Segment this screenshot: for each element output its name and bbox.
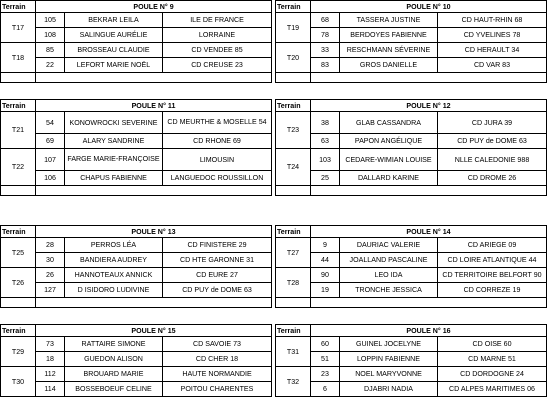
player-number: 9	[311, 238, 340, 253]
player-name: BANDIERA AUDREY	[65, 253, 163, 268]
terrain-cell: T32	[276, 367, 311, 397]
player-club: HAUTE NORMANDIE	[163, 367, 272, 382]
spacer-cell	[276, 186, 311, 196]
player-number: 103	[311, 149, 340, 171]
poule-16	[275, 324, 546, 397]
player-name: CHAPUS FABIENNE	[65, 171, 163, 186]
terrain-header: Terrain	[276, 1, 311, 13]
player-name: RESCHMANN SÉVERINE	[340, 43, 438, 58]
terrain-header: Terrain	[1, 226, 36, 238]
player-name: JOALLAND PASCALINE	[340, 253, 438, 268]
player-club: CD LOIRE ATLANTIQUE 44	[438, 253, 547, 268]
spacer-cell	[276, 73, 311, 83]
player-number: 107	[36, 149, 65, 171]
poule-table	[275, 0, 547, 83]
terrain-header: Terrain	[1, 1, 36, 13]
player-name: LEO IDA	[340, 268, 438, 283]
player-number: 38	[311, 112, 340, 134]
player-number: 83	[311, 58, 340, 73]
spacer-cell	[36, 186, 272, 196]
player-club: CD HAUT-RHIN 68	[438, 13, 547, 28]
terrain-cell: T24	[276, 149, 311, 186]
poule-title: POULE N° 14	[311, 226, 547, 238]
terrain-cell: T26	[1, 268, 36, 298]
player-club: CD JURA 39	[438, 112, 547, 134]
player-name: PAPON ANGÉLIQUE	[340, 134, 438, 149]
player-club: CD OISE 60	[438, 337, 547, 352]
player-club: CD ALPES MARITIMES 06	[438, 382, 547, 397]
spacer-cell	[36, 298, 272, 308]
player-club: CD MARNE 51	[438, 352, 547, 367]
player-name: CEDARE-WIMIAN LOUISE	[340, 149, 438, 171]
poule-11	[0, 99, 271, 196]
terrain-cell: T21	[1, 112, 36, 149]
player-club: POITOU CHARENTES	[163, 382, 272, 397]
player-club: CD CREUSE 23	[163, 58, 272, 73]
player-club: CD DORDOGNE 24	[438, 367, 547, 382]
player-number: 60	[311, 337, 340, 352]
spacer-cell	[311, 298, 547, 308]
player-club: CD CORREZE 19	[438, 283, 547, 298]
poule-title: POULE N° 10	[311, 1, 547, 13]
player-number: 25	[311, 171, 340, 186]
poule-title: POULE N° 13	[36, 226, 272, 238]
player-club: LIMOUSIN	[163, 149, 272, 171]
poule-title: POULE N° 12	[311, 100, 547, 112]
player-number: 108	[36, 28, 65, 43]
poule-12	[275, 99, 546, 196]
player-number: 6	[311, 382, 340, 397]
player-name: RATTAIRE SIMONE	[65, 337, 163, 352]
player-number: 30	[36, 253, 65, 268]
player-number: 26	[36, 268, 65, 283]
player-name: GLAB CASSANDRA	[340, 112, 438, 134]
poule-table	[0, 324, 272, 397]
player-club: CD PUY de DOME 63	[163, 283, 272, 298]
terrain-cell: T27	[276, 238, 311, 268]
player-club: CD FINISTERE 29	[163, 238, 272, 253]
player-name: ALARY SANDRINE	[65, 134, 163, 149]
player-name: TASSERA JUSTINE	[340, 13, 438, 28]
player-number: 78	[311, 28, 340, 43]
poule-table	[275, 324, 547, 397]
player-name: LOPPIN FABIENNE	[340, 352, 438, 367]
player-number: 105	[36, 13, 65, 28]
player-club: CD RHONE 69	[163, 134, 272, 149]
player-name: DJABRI NADIA	[340, 382, 438, 397]
player-club: CD HERAULT 34	[438, 43, 547, 58]
spacer-cell	[1, 298, 36, 308]
poule-10	[275, 0, 546, 83]
player-name: FARGE MARIE-FRANÇOISE	[65, 149, 163, 171]
player-club: CD EURE 27	[163, 268, 272, 283]
player-club: CD MEURTHE & MOSELLE 54	[163, 112, 272, 134]
poule-table	[0, 0, 272, 83]
terrain-cell: T31	[276, 337, 311, 367]
player-number: 33	[311, 43, 340, 58]
player-number: 44	[311, 253, 340, 268]
player-name: KONOWROCKI SEVERINE	[65, 112, 163, 134]
player-number: 112	[36, 367, 65, 382]
player-club: CD HTE GARONNE 31	[163, 253, 272, 268]
player-name: BEKRAR LEILA	[65, 13, 163, 28]
terrain-cell: T18	[1, 43, 36, 73]
poule-table	[0, 99, 272, 196]
terrain-header: Terrain	[1, 325, 36, 337]
terrain-header: Terrain	[276, 226, 311, 238]
player-number: 22	[36, 58, 65, 73]
player-club: LANGUEDOC ROUSSILLON	[163, 171, 272, 186]
player-club: NLLE CALEDONIE 988	[438, 149, 547, 171]
player-name: BROUARD MARIE	[65, 367, 163, 382]
poule-14	[275, 225, 546, 308]
player-club: CD YVELINES 78	[438, 28, 547, 43]
player-club: CD CHER 18	[163, 352, 272, 367]
player-name: PERROS LÉA	[65, 238, 163, 253]
poule-table	[0, 225, 272, 308]
terrain-cell: T28	[276, 268, 311, 298]
player-name: GUEDON ALISON	[65, 352, 163, 367]
player-number: 23	[311, 367, 340, 382]
terrain-cell: T17	[1, 13, 36, 43]
poule-table	[275, 225, 547, 308]
terrain-cell: T29	[1, 337, 36, 367]
poule-title: POULE N° 9	[36, 1, 272, 13]
player-name: BROSSEAU CLAUDIE	[65, 43, 163, 58]
poule-table	[275, 99, 547, 196]
terrain-cell: T19	[276, 13, 311, 43]
spacer-cell	[311, 73, 547, 83]
player-name: GROS DANIELLE	[340, 58, 438, 73]
player-name: BERDOYES FABIENNE	[340, 28, 438, 43]
poule-9	[0, 0, 271, 83]
player-club: CD TERRITOIRE BELFORT 90	[438, 268, 547, 283]
spacer-cell	[1, 73, 36, 83]
terrain-header: Terrain	[276, 325, 311, 337]
player-number: 85	[36, 43, 65, 58]
player-club: CD SAVOIE 73	[163, 337, 272, 352]
player-club: CD DROME 26	[438, 171, 547, 186]
player-club: LORRAINE	[163, 28, 272, 43]
player-club: CD PUY de DOME 63	[438, 134, 547, 149]
terrain-header: Terrain	[1, 100, 36, 112]
player-number: 90	[311, 268, 340, 283]
player-name: BOSSEBOEUF CELINE	[65, 382, 163, 397]
player-number: 63	[311, 134, 340, 149]
player-number: 114	[36, 382, 65, 397]
player-name: DAURIAC VALERIE	[340, 238, 438, 253]
player-number: 127	[36, 283, 65, 298]
player-name: SALINGUE AURÉLIE	[65, 28, 163, 43]
player-name: TRONCHE JESSICA	[340, 283, 438, 298]
player-club: CD VAR 83	[438, 58, 547, 73]
player-number: 18	[36, 352, 65, 367]
player-number: 69	[36, 134, 65, 149]
terrain-cell: T25	[1, 238, 36, 268]
player-number: 54	[36, 112, 65, 134]
player-club: CD VENDEE 85	[163, 43, 272, 58]
player-number: 106	[36, 171, 65, 186]
terrain-cell: T20	[276, 43, 311, 73]
poule-title: POULE N° 15	[36, 325, 272, 337]
poule-title: POULE N° 11	[36, 100, 272, 112]
player-name: D ISIDORO LUDIVINE	[65, 283, 163, 298]
player-name: HANNOTEAUX ANNICK	[65, 268, 163, 283]
player-number: 73	[36, 337, 65, 352]
player-number: 51	[311, 352, 340, 367]
player-club: CD ARIEGE 09	[438, 238, 547, 253]
poule-15	[0, 324, 271, 397]
poule-title: POULE N° 16	[311, 325, 547, 337]
terrain-cell: T22	[1, 149, 36, 186]
player-name: GUINEL JOCELYNE	[340, 337, 438, 352]
player-name: DALLARD KARINE	[340, 171, 438, 186]
spacer-cell	[36, 73, 272, 83]
spacer-cell	[276, 298, 311, 308]
player-club: ILE DE FRANCE	[163, 13, 272, 28]
terrain-cell: T30	[1, 367, 36, 397]
player-name: LEFORT MARIE NOËL	[65, 58, 163, 73]
player-number: 28	[36, 238, 65, 253]
player-number: 68	[311, 13, 340, 28]
terrain-header: Terrain	[276, 100, 311, 112]
player-number: 19	[311, 283, 340, 298]
player-name: NOEL MARYVONNE	[340, 367, 438, 382]
poule-13	[0, 225, 271, 308]
spacer-cell	[1, 186, 36, 196]
spacer-cell	[311, 186, 547, 196]
terrain-cell: T23	[276, 112, 311, 149]
